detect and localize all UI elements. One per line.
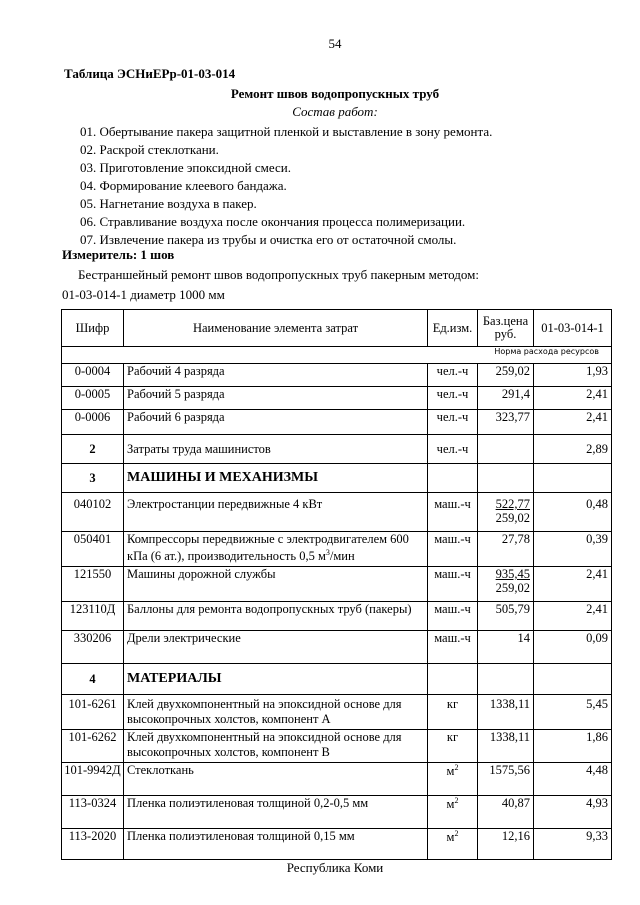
row-unit: чел.-ч xyxy=(428,435,478,464)
row-unit: маш.-ч xyxy=(428,602,478,631)
row-unit xyxy=(428,796,478,829)
row-value: 0,48 xyxy=(534,493,612,532)
empty-cell xyxy=(428,664,478,695)
row-value: 2,41 xyxy=(534,602,612,631)
unit-text: м xyxy=(446,830,455,845)
work-title: Ремонт швов водопропускных труб xyxy=(230,86,440,101)
row-unit: маш.-ч xyxy=(428,493,478,532)
section-code: 4 xyxy=(62,664,124,695)
row-name: Клей двухкомпонентный на эпоксидной основе для высокопрочных холстов, компонент А xyxy=(124,695,428,730)
table-row-machinists xyxy=(62,435,612,464)
section-title: МАШИНЫ И МЕХАНИЗМЫ xyxy=(124,464,428,493)
row-code: 123110Д xyxy=(62,602,124,631)
row-name-text: Компрессоры передвижные с электродвигателем 600 кПа (6 ат.), производительность 0,5 м xyxy=(127,532,409,564)
table-row xyxy=(62,410,612,435)
header-price-line2: руб. xyxy=(494,327,517,341)
row-price: 291,4 xyxy=(478,387,534,410)
row-code: 121550 xyxy=(62,567,124,602)
work-step: 05. Нагнетание воздуха в пакер. xyxy=(80,196,257,211)
row-unit: маш.-ч xyxy=(428,631,478,664)
unit-sup: 2 xyxy=(454,829,459,838)
work-step: 06. Стравливание воздуха после окончания процесса полимеризации. xyxy=(80,214,466,229)
work-composition-label: Состав работ: xyxy=(292,104,378,119)
measure-unit: Измеритель: 1 шов xyxy=(62,247,175,262)
row-price: 1575,56 xyxy=(478,763,534,796)
table-row xyxy=(62,730,612,763)
price-value-second: 259,02 xyxy=(495,511,530,525)
row-name: Клей двухкомпонентный на эпоксидной основе для высокопрочных холстов, компонент В xyxy=(124,730,428,763)
row-price: 12,16 xyxy=(478,829,534,860)
row-code: 040102 xyxy=(62,493,124,532)
table-row xyxy=(62,695,612,730)
row-price: 1338,11 xyxy=(478,695,534,730)
row-code: 101-6262 xyxy=(62,730,124,763)
price-value: 935,45 xyxy=(495,567,530,581)
header-code: Шифр xyxy=(62,310,124,347)
table-row xyxy=(62,532,612,567)
table-row xyxy=(62,796,612,829)
row-code: 2 xyxy=(62,435,124,464)
row-unit: чел.-ч xyxy=(428,410,478,435)
row-name: Пленка полиэтиленовая толщиной 0,15 мм xyxy=(124,829,428,860)
table-row xyxy=(62,364,612,387)
work-description: Бестраншейный ремонт швов водопропускных труб пакерным методом: xyxy=(78,267,479,282)
row-name: Пленка полиэтиленовая толщиной 0,2-0,5 мм xyxy=(124,796,428,829)
row-unit: маш.-ч xyxy=(428,532,478,567)
row-name: Электростанции передвижные 4 кВт xyxy=(124,493,428,532)
row-name-sup: 3 xyxy=(325,548,330,557)
row-unit: чел.-ч xyxy=(428,364,478,387)
empty-cell xyxy=(534,464,612,493)
row-price: 40,87 xyxy=(478,796,534,829)
table-row xyxy=(62,387,612,410)
table-row xyxy=(62,567,612,602)
row-value: 1,93 xyxy=(534,364,612,387)
row-value: 2,89 xyxy=(534,435,612,464)
table-header-row xyxy=(62,310,612,347)
price-value-second: 259,02 xyxy=(495,581,530,595)
footer-region: Республика Коми xyxy=(286,860,384,875)
work-step: 03. Приготовление эпоксидной смеси. xyxy=(80,160,291,175)
table-title: Таблица ЭСНиЕРр-01-03-014 xyxy=(64,66,236,81)
row-code: 050401 xyxy=(62,532,124,567)
header-price xyxy=(478,310,534,347)
header-norm-column: 01-03-014-1 xyxy=(534,310,612,347)
row-price: 14 xyxy=(478,631,534,664)
row-value: 0,09 xyxy=(534,631,612,664)
row-code: 330206 xyxy=(62,631,124,664)
table-row xyxy=(62,829,612,860)
row-value: 5,45 xyxy=(534,695,612,730)
empty-cell xyxy=(478,464,534,493)
norm-row xyxy=(62,347,612,364)
row-unit xyxy=(428,763,478,796)
row-code: 113-2020 xyxy=(62,829,124,860)
row-code: 113-0324 xyxy=(62,796,124,829)
row-price: 1338,11 xyxy=(478,730,534,763)
row-name xyxy=(124,532,428,567)
work-step: 04. Формирование клеевого бандажа. xyxy=(80,178,287,193)
section-code: 3 xyxy=(62,464,124,493)
row-name: Машины дорожной службы xyxy=(124,567,428,602)
row-code: 101-6261 xyxy=(62,695,124,730)
row-value: 9,33 xyxy=(534,829,612,860)
variant-line: 01-03-014-1 диаметр 1000 мм xyxy=(62,287,225,302)
empty-cell xyxy=(428,464,478,493)
row-value: 1,86 xyxy=(534,730,612,763)
row-name: Рабочий 4 разряда xyxy=(124,364,428,387)
section-title: МАТЕРИАЛЫ xyxy=(124,664,428,695)
row-code: 0-0004 xyxy=(62,364,124,387)
unit-sup: 2 xyxy=(454,796,459,805)
resource-table xyxy=(61,309,612,860)
row-value: 2,41 xyxy=(534,387,612,410)
table-row xyxy=(62,602,612,631)
section-materials xyxy=(62,664,612,695)
price-value: 522,77 xyxy=(495,497,530,511)
row-price xyxy=(478,493,534,532)
section-machines xyxy=(62,464,612,493)
row-value: 2,41 xyxy=(534,410,612,435)
row-code: 0-0006 xyxy=(62,410,124,435)
unit-text: м xyxy=(446,764,455,779)
row-unit xyxy=(428,829,478,860)
row-unit: кг xyxy=(428,695,478,730)
row-name: Стеклоткань xyxy=(124,763,428,796)
row-price: 323,77 xyxy=(478,410,534,435)
header-price-line1: Баз.цена xyxy=(482,314,529,328)
empty-cell xyxy=(534,664,612,695)
unit-sup: 2 xyxy=(454,763,459,772)
row-value: 0,39 xyxy=(534,532,612,567)
header-name: Наименование элемента затрат xyxy=(124,310,428,347)
table-row xyxy=(62,493,612,532)
header-unit: Ед.изм. xyxy=(428,310,478,347)
table-row xyxy=(62,631,612,664)
row-value: 2,41 xyxy=(534,567,612,602)
row-price: 505,79 xyxy=(478,602,534,631)
row-price xyxy=(478,567,534,602)
row-price: 27,78 xyxy=(478,532,534,567)
row-name: Баллоны для ремонта водопропускных труб (пакеры) xyxy=(124,602,428,631)
empty-cell xyxy=(478,664,534,695)
unit-text: м xyxy=(446,797,455,812)
norm-label: Норма расхода ресурсов xyxy=(62,347,612,364)
row-unit: маш.-ч xyxy=(428,567,478,602)
row-name: Затраты труда машинистов xyxy=(124,435,428,464)
row-name-tail: /мин xyxy=(329,549,355,564)
row-code: 0-0005 xyxy=(62,387,124,410)
row-name: Рабочий 5 разряда xyxy=(124,387,428,410)
table-row xyxy=(62,763,612,796)
row-price: 259,02 xyxy=(478,364,534,387)
work-step: 07. Извлечение пакера из трубы и очистка его от остаточной смолы. xyxy=(80,232,457,247)
row-name: Дрели электрические xyxy=(124,631,428,664)
row-value: 4,93 xyxy=(534,796,612,829)
row-price-empty xyxy=(478,435,534,464)
row-value: 4,48 xyxy=(534,763,612,796)
row-unit: кг xyxy=(428,730,478,763)
work-step: 01. Обертывание пакера защитной пленкой и выставление в зону ремонта. xyxy=(80,124,493,139)
row-unit: чел.-ч xyxy=(428,387,478,410)
work-step: 02. Раскрой стеклоткани. xyxy=(80,142,219,157)
row-name: Рабочий 6 разряда xyxy=(124,410,428,435)
row-code: 101-9942Д xyxy=(62,763,124,796)
page-number: 54 xyxy=(328,36,342,51)
